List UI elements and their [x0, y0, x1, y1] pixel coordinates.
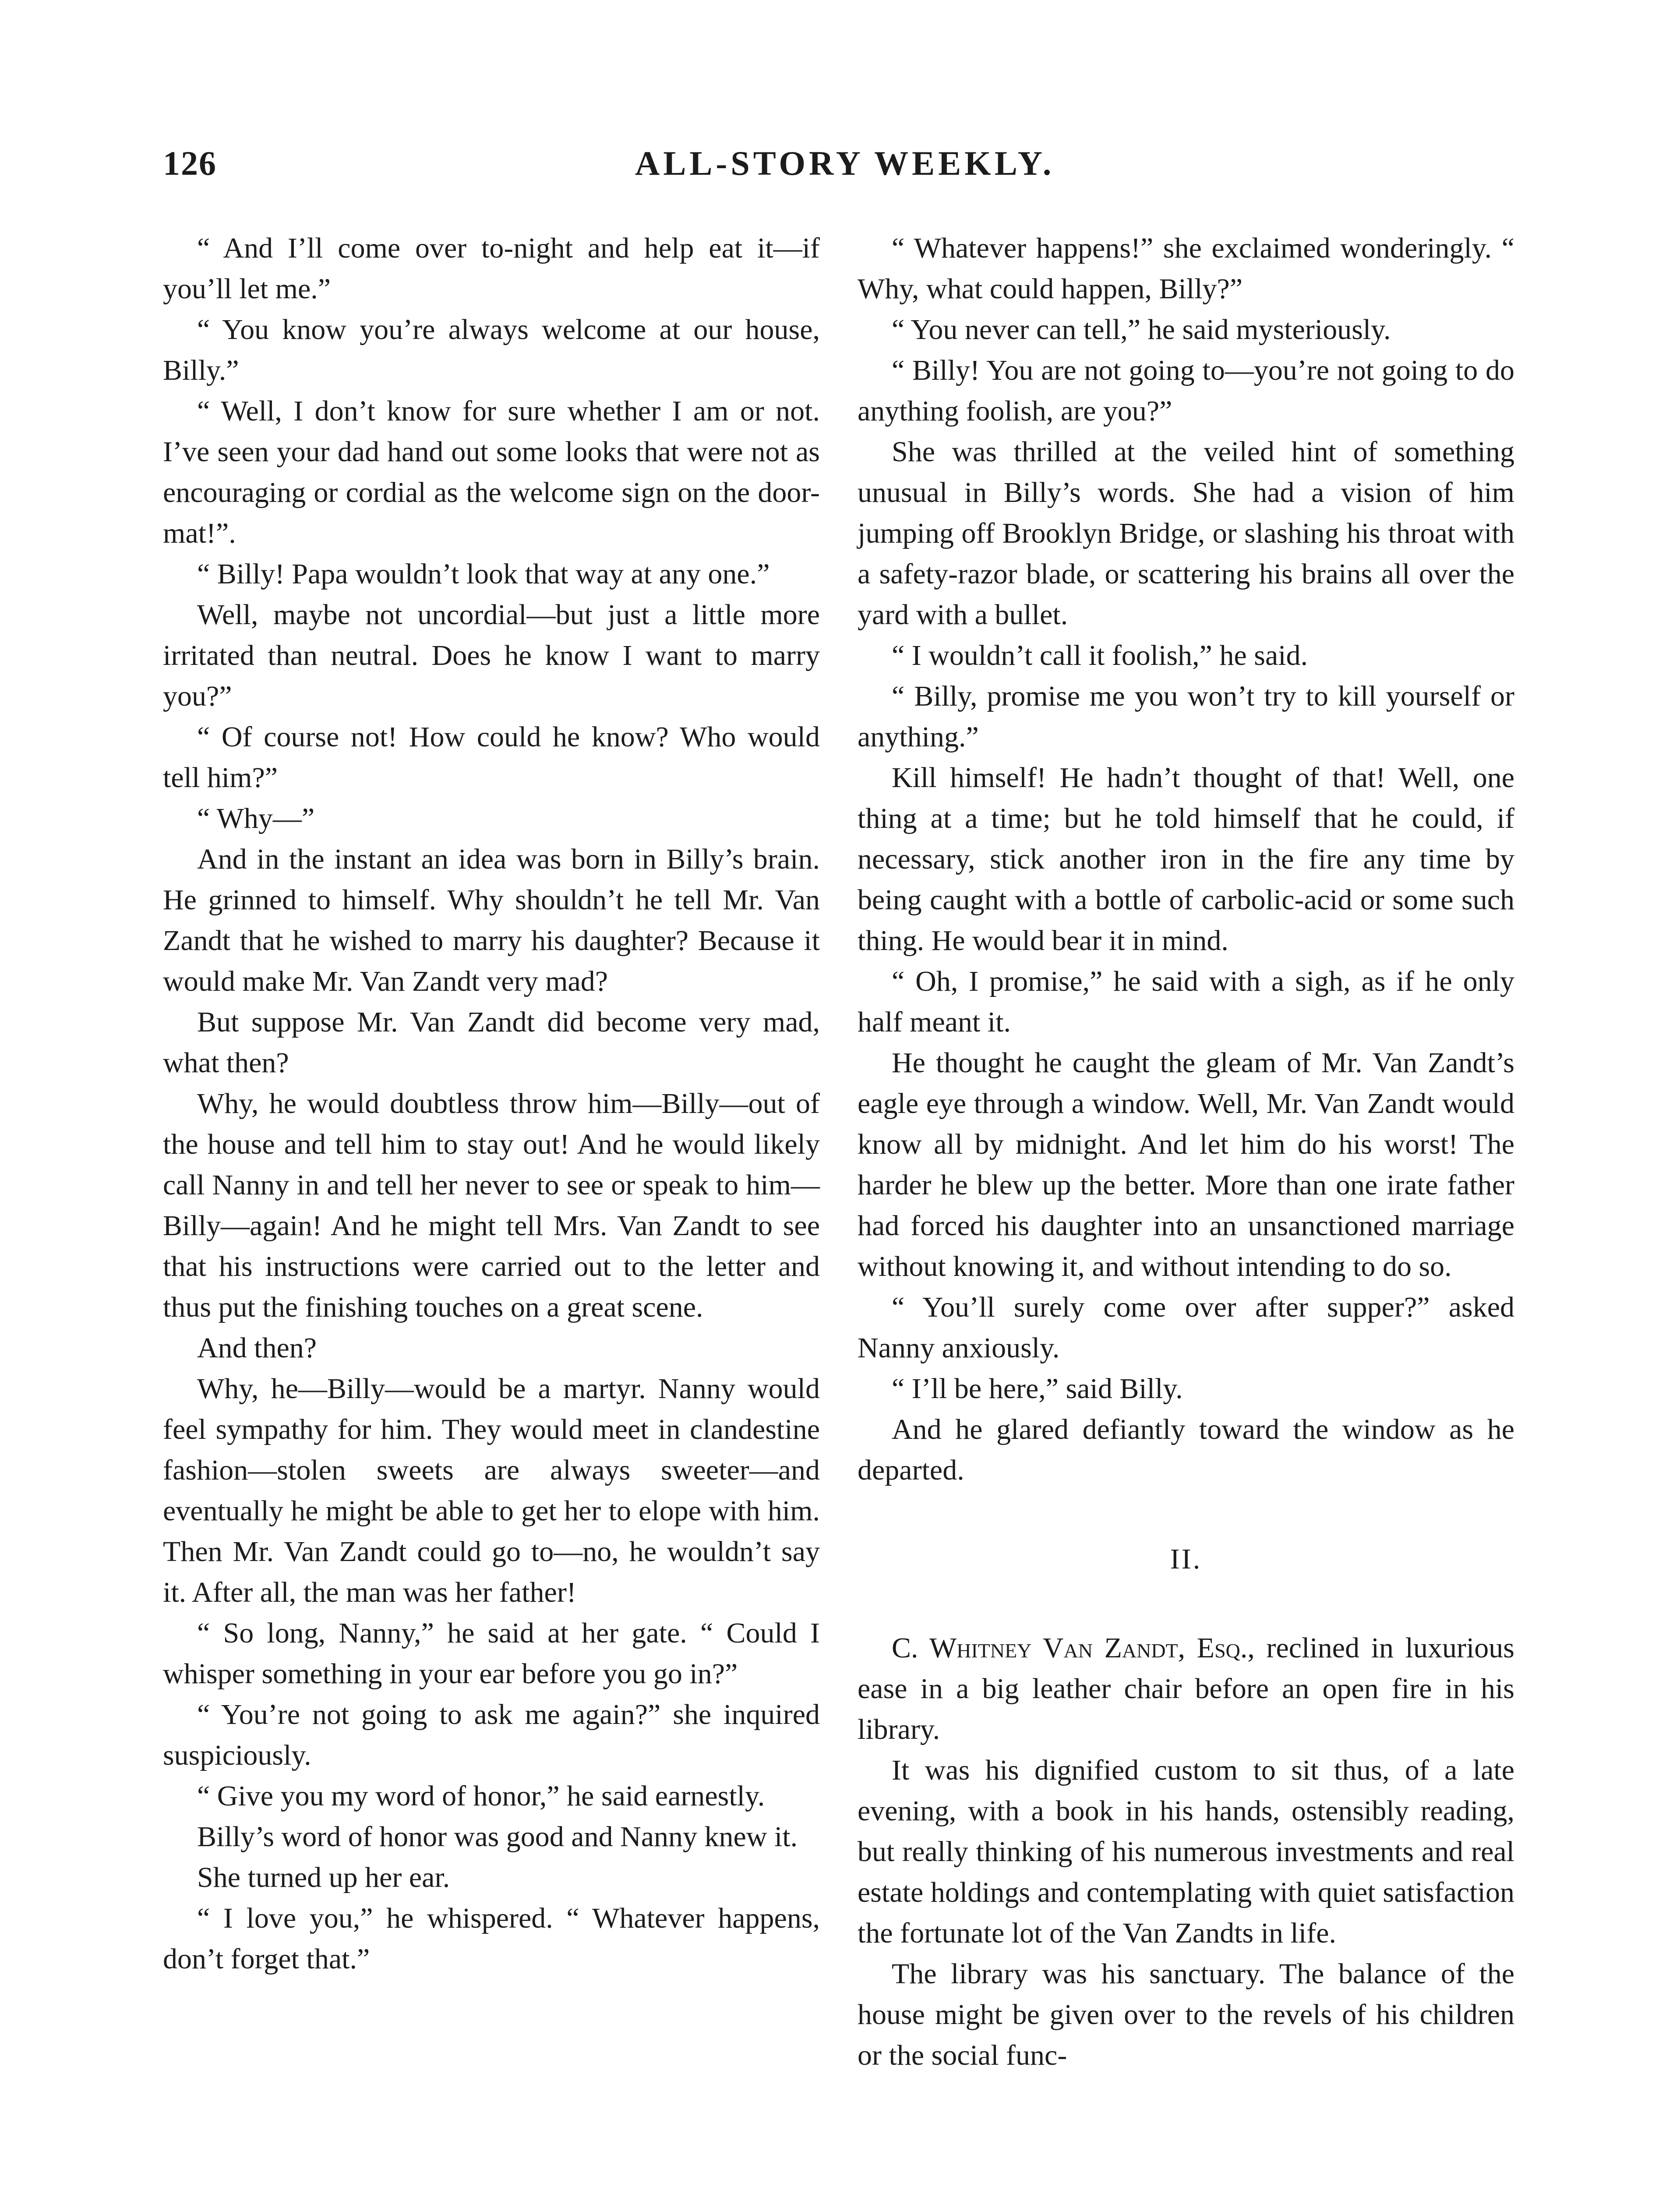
paragraph: But suppose Mr. Van Zandt did become very mad, what then? [163, 1006, 820, 1079]
left-column [163, 228, 820, 1979]
paragraph: “ Billy! Papa wouldn’t look that way at any one.” [197, 558, 770, 590]
paragraph: “ You know you’re always welcome at our house, Billy.” [163, 314, 820, 386]
paragraph: “ Of course not! How could he know? Who would tell him?” [163, 721, 820, 794]
paragraph: “ You never can tell,” he said mysteriously. [892, 314, 1391, 346]
opening-text: reclined in luxurious ease in a big leather chair before an open fire in his library. [858, 1632, 1514, 1745]
paragraph: The library was his sanctuary. The balance of the house might be given over to the revels of his children or the social func- [858, 1958, 1514, 2071]
page-number: 126 [163, 144, 217, 182]
paragraph: “ Give you my word of honor,” he said earnestly. [197, 1780, 765, 1812]
paragraph: “ I wouldn’t call it foolish,” he said. [892, 639, 1308, 671]
paragraph: Billy’s word of honor was good and Nanny knew it. [197, 1821, 798, 1853]
paragraph: “ Why—” [197, 802, 315, 834]
paragraph: Why, he—Billy—would be a martyr. Nanny would feel sympathy for him. They would meet in clandestine fashion—stolen sweets are always sweeter—and eventually he might be able to get her to elope with him. Then Mr. Van Zandt could go to—no, he wouldn’t say it. After all, the man was her father! [163, 1373, 820, 1608]
paragraph: “ I’ll be here,” said Billy. [892, 1373, 1183, 1405]
paragraph: “ Billy! You are not going to—you’re not going to do anything foolish, are you?” [858, 354, 1514, 427]
section-heading: II. [1170, 1543, 1202, 1575]
paragraph: She turned up her ear. [197, 1862, 450, 1893]
paragraph: It was his dignified custom to sit thus, of a late evening, with a book in his hands, ostensibly reading, but really thinking of his numerous investments and real estate holdings and contemplating with quiet satisfaction the fortunate lot of the Van Zandts in life. [858, 1754, 1514, 1949]
paragraph: “ You’re not going to ask me again?” she inquired suspiciously. [163, 1699, 820, 1771]
paragraph: “ Oh, I promise,” he said with a sigh, as if he only half meant it. [858, 965, 1514, 1038]
section-opening-paragraph [858, 1628, 1514, 1750]
paragraph: And in the instant an idea was born in Billy’s brain. He grinned to himself. Why shouldn’t he tell Mr. Van Zandt that he wished to marry his daughter? Because it would make Mr. Van Zandt very mad? [163, 843, 820, 997]
paragraph: And then? [197, 1332, 317, 1364]
paragraph: “ So long, Nanny,” he said at her gate. “ Could I whisper something in your ear before you go in?” [163, 1617, 820, 1690]
right-column [858, 228, 1514, 2076]
paragraph: “ You’ll surely come over after supper?” asked Nanny anxiously. [858, 1291, 1514, 1364]
paragraph: Well, maybe not uncordial—but just a little more irritated than neutral. Does he know I want to marry you?” [163, 599, 820, 712]
paragraph: “ I love you,” he whispered. “ Whatever happens, don’t forget that.” [163, 1902, 820, 1975]
paragraph: And he glared defiantly toward the window as he departed. [858, 1413, 1514, 1486]
paragraph: “ Well, I don’t know for sure whether I am or not. I’ve seen your dad hand out some looks that were not as encouraging or cordial as the welcome sign on the door-mat!”. [163, 395, 820, 549]
paragraph: “ Whatever happens!” she exclaimed wonderingly. “ Why, what could happen, Billy?” [858, 232, 1514, 305]
paragraph: She was thrilled at the veiled hint of something unusual in Billy’s words. She had a vision of him jumping off Brooklyn Bridge, or slashing his throat with a safety-razor blade, or scattering his brains all over the yard with a bullet. [858, 436, 1514, 631]
opening-smallcaps: C. Whitney Van Zandt, Esq., [892, 1632, 1255, 1664]
paragraph: “ And I’ll come over to-night and help eat it—if you’ll let me.” [163, 232, 820, 305]
paragraph: Why, he would doubtless throw him—Billy—out of the house and tell him to stay out! And he would likely call Nanny in and tell her never to see or speak to him—Billy—again! And he might tell Mrs. Van Zandt to see that his instructions were carried out to the letter and thus put the finishing touches on a great scene. [163, 1088, 820, 1323]
running-head: ALL-STORY WEEKLY. [635, 144, 1055, 182]
paragraph: “ Billy, promise me you won’t try to kill yourself or anything.” [858, 680, 1514, 753]
paragraph: He thought he caught the gleam of Mr. Van Zandt’s eagle eye through a window. Well, Mr. Van Zandt would know all by midnight. And let him do his worst! The harder he blew up the better. More than one irate father had forced his daughter into an unsanctioned marriage without knowing it, and without intending to do so. [858, 1047, 1514, 1282]
paragraph: Kill himself! He hadn’t thought of that! Well, one thing at a time; but he told himself that he could, if necessary, stick another iron in the fire any time by being caught with a bottle of carbolic-acid or some such thing. He would bear it in mind. [858, 762, 1514, 957]
